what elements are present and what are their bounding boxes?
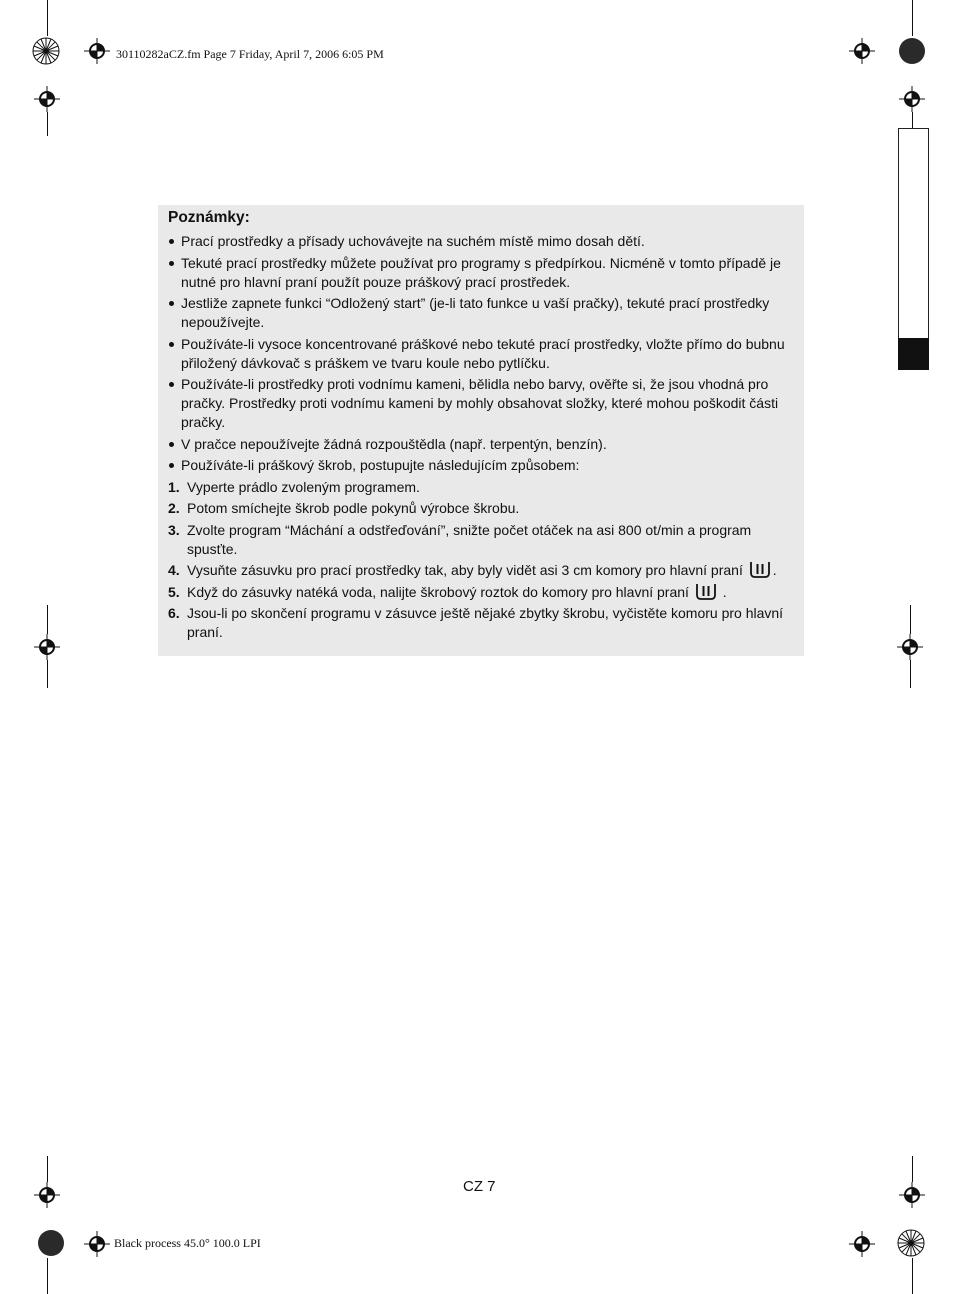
crosshair-mark bbox=[899, 1182, 925, 1208]
crop-line bbox=[47, 112, 48, 136]
side-tab-marker bbox=[898, 338, 929, 370]
crop-line bbox=[912, 0, 913, 36]
step-text: Vysuňte zásuvku pro prací prostředky tak, aby byly vidět asi 3 cm komory pro hlavní praní bbox=[187, 562, 743, 578]
notes-title: Poznámky: bbox=[168, 209, 250, 226]
registration-mark-bottom-right-target bbox=[896, 1228, 926, 1258]
step-number: 2. bbox=[168, 500, 180, 516]
step-number: 6. bbox=[168, 605, 180, 621]
starch-steps bbox=[168, 478, 794, 643]
footer-slug: Black process 45.0° 100.0 LPI bbox=[114, 1236, 261, 1250]
crosshair-mark bbox=[34, 634, 60, 660]
crop-line bbox=[910, 605, 911, 634]
crop-line bbox=[47, 660, 48, 688]
list-item: Používáte-li prostředky proti vodnímu kameni, bělidla nebo barvy, ověřte si, že jsou vhodná pro pračky. Prostředky proti vodnímu kameni by mohly obsahovat složky, které mohou poškodit části pračky. bbox=[168, 375, 794, 432]
crop-line bbox=[47, 605, 48, 634]
step-item bbox=[168, 583, 794, 602]
crop-line bbox=[47, 0, 48, 36]
step-text: Zvolte program “Máchání a odstřeďování”, snižte počet otáček na asi 800 ot/min a program spusťte. bbox=[187, 521, 752, 557]
step-item bbox=[168, 561, 794, 580]
main-wash-compartment-icon bbox=[749, 561, 771, 578]
registration-mark-top-right-solid bbox=[897, 36, 927, 66]
list-item: Používáte-li vysoce koncentrované práškové nebo tekuté prací prostředky, vložte přímo do bubnu přiložený dávkovač s práškem ve tvaru koule nebo pytlíčku. bbox=[168, 335, 794, 373]
step-item bbox=[168, 499, 794, 518]
main-wash-compartment-icon bbox=[695, 583, 717, 600]
list-item: Prací prostředky a přísady uchovávejte na suchém místě mimo dosah dětí. bbox=[168, 232, 794, 251]
crosshair-mark bbox=[849, 1231, 875, 1257]
list-item: Jestliže zapnete funkci “Odložený start” (je-li tato funkce u vaší pračky), tekuté prací prostředky nepoužívejte. bbox=[168, 294, 794, 332]
notes-box bbox=[158, 205, 804, 656]
step-number: 3. bbox=[168, 521, 180, 538]
step-text: Vyperte prádlo zvoleným programem. bbox=[187, 478, 420, 495]
page-number: CZ 7 bbox=[463, 1178, 496, 1195]
crosshair-mark bbox=[34, 1182, 60, 1208]
step-text: Když do zásuvky natéká voda, nalijte škrobový roztok do komory pro hlavní praní bbox=[187, 583, 689, 600]
crop-line bbox=[912, 112, 913, 128]
crop-line bbox=[47, 1258, 48, 1294]
registration-mark-bottom-left-solid bbox=[36, 1228, 66, 1258]
crop-line bbox=[912, 1156, 913, 1182]
list-item: Používáte-li práškový škrob, postupujte následujícím způsobem: bbox=[168, 456, 794, 475]
crop-line bbox=[47, 1156, 48, 1182]
crosshair-mark bbox=[84, 38, 110, 64]
step-number: 4. bbox=[168, 562, 180, 578]
crosshair-mark bbox=[899, 86, 925, 112]
registration-mark-top-left-target bbox=[31, 36, 61, 66]
step-item bbox=[168, 521, 794, 559]
side-tab-frame bbox=[898, 128, 929, 368]
list-item: V pračce nepoužívejte žádná rozpouštědla (např. terpentýn, benzín). bbox=[168, 435, 794, 454]
step-item bbox=[168, 478, 794, 497]
header-slug: 30110282aCZ.fm Page 7 Friday, April 7, 2006 6:05 PM bbox=[116, 47, 384, 61]
step-number: 5. bbox=[168, 583, 180, 600]
notes-list bbox=[168, 232, 794, 475]
crosshair-mark bbox=[849, 38, 875, 64]
crop-line bbox=[910, 660, 911, 688]
step-text-suffix: . bbox=[718, 583, 727, 600]
list-item: Tekuté prací prostředky můžete používat pro programy s předpírkou. Nicméně v tomto případě je nutné pro hlavní praní použít pouze práškový prací prostředek. bbox=[168, 254, 794, 292]
step-number: 1. bbox=[168, 478, 180, 495]
step-text-suffix: . bbox=[772, 562, 777, 578]
crosshair-mark bbox=[897, 634, 923, 660]
crosshair-mark bbox=[84, 1231, 110, 1257]
step-text: Potom smíchejte škrob podle pokynů výrobce škrobu. bbox=[187, 500, 520, 516]
step-text: Jsou-li po skončení programu v zásuvce ještě nějaké zbytky škrobu, vyčistěte komoru pro hlavní praní. bbox=[187, 605, 784, 640]
crosshair-mark bbox=[34, 86, 60, 112]
crop-line bbox=[912, 1258, 913, 1294]
step-item bbox=[168, 604, 794, 642]
